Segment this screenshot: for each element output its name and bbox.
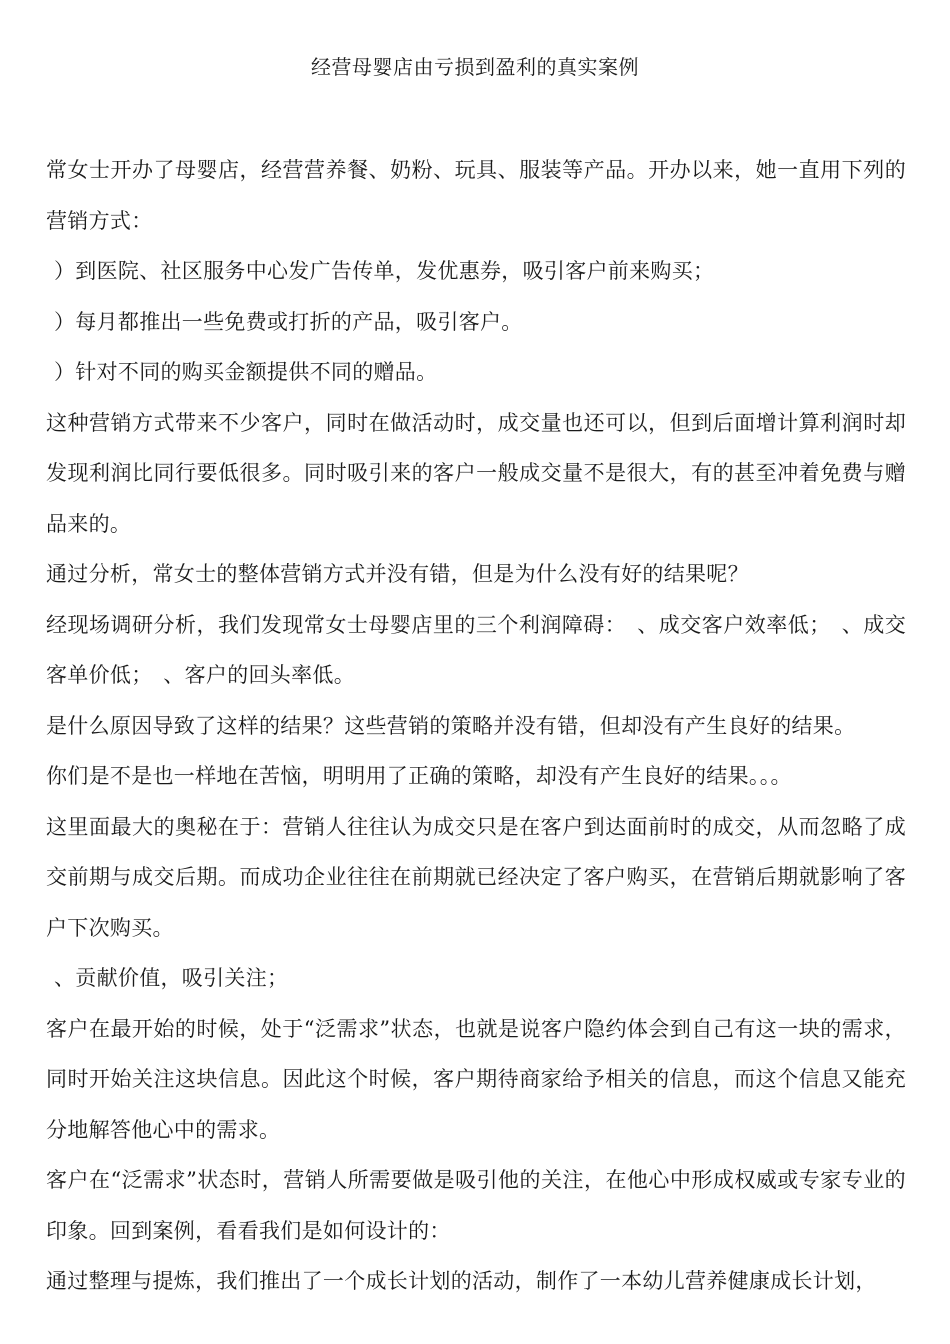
paragraph-analysis: 通过分析，常女士的整体营销方式并没有错，但是为什么没有好的结果呢？ bbox=[46, 562, 749, 586]
paragraph-growth-plan: 通过整理与提炼，我们推出了一个成长计划的活动，制作了一本幼儿营养健康成长计划， bbox=[46, 1269, 877, 1293]
section-heading-value: 、贡献价值，吸引关注； bbox=[54, 966, 289, 990]
list-item-method-1: ）到医院、社区服务中心发广告传单，发优惠券，吸引客户前来购买； bbox=[54, 259, 715, 283]
document-title: 经营母婴店由亏损到盈利的真实案例 bbox=[311, 55, 639, 79]
paragraph-intro: 常女士开办了母婴店，经营营养餐、奶粉、玩具、服装等产品。开办以来，她一直用下列的营销方式： bbox=[46, 158, 906, 233]
paragraph-general-demand: 客户在最开始的时候，处于“泛需求”状态，也就是说客户隐约体会到自己有这一块的需求，同时开始关注这块信息。因此这个时候，客户期待商家给予相关的信息，而这个信息又能充分地解答他心中的需求。 bbox=[46, 1016, 906, 1142]
document-body bbox=[46, 145, 906, 1307]
list-item-method-3: ）针对不同的购买金额提供不同的赠品。 bbox=[54, 360, 438, 384]
list-item-method-2: ）每月都推出一些免费或打折的产品，吸引客户。 bbox=[54, 309, 523, 334]
paragraph-reader-question: 你们是不是也一样地在苦恼，明明用了正确的策略，却没有产生良好的结果。。。 bbox=[46, 764, 792, 788]
paragraph-result: 这种营销方式带来不少客户，同时在做活动时，成交量也还可以，但到后面增计算利润时却发现利润比同行要低很多。同时吸引来的客户一般成交量不是很大，有的甚至冲着免费与赠品来的。 bbox=[46, 410, 906, 536]
paragraph-attention: 客户在“泛需求”状态时，营销人所需要做是吸引他的关注，在他心中形成权威或专家专业的印象。回到案例，看看我们是如何设计的： bbox=[46, 1168, 906, 1243]
paragraph-secret: 这里面最大的奥秘在于：营销人往往认为成交只是在客户到达面前时的成交，从而忽略了成交前期与成交后期。而成功企业往往在前期就已经决定了客户购买，在营销后期就影响了客户下次购买。 bbox=[46, 814, 906, 940]
paragraph-question: 是什么原因导致了这样的结果？这些营销的策略并没有错，但却没有产生良好的结果。 bbox=[46, 713, 856, 738]
paragraph-obstacles: 经现场调研分析，我们发现常女士母婴店里的三个利润障碍： 、成交客户效率低； 、成交客单价低； 、客户的回头率低。 bbox=[46, 612, 906, 687]
